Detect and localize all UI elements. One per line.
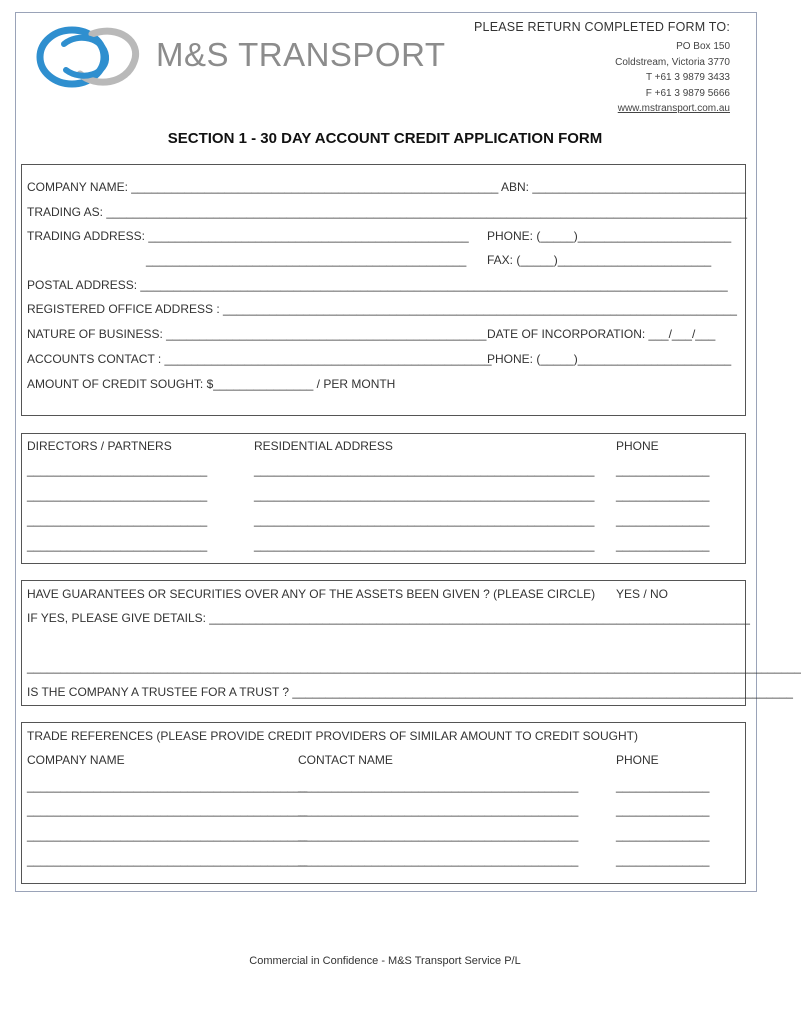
- guarantee-details-line[interactable]: ____________________________________________________________________________________________________________________: [27, 660, 801, 674]
- address-line: PO Box 150: [676, 41, 730, 52]
- director-phone-field[interactable]: ______________: [616, 488, 710, 502]
- phone-header: PHONE: [616, 439, 659, 453]
- reference-contact-field[interactable]: __________________________________________: [298, 853, 579, 867]
- guarantees-question: HAVE GUARANTEES OR SECURITIES OVER ANY OF THE ASSETS BEEN GIVEN ? (PLEASE CIRCLE): [27, 587, 596, 601]
- director-name-field[interactable]: ___________________________: [27, 463, 208, 477]
- return-title: PLEASE RETURN COMPLETED FORM TO:: [474, 20, 730, 34]
- director-name-field[interactable]: ___________________________: [27, 488, 208, 502]
- guarantees-section: [21, 580, 801, 706]
- yes-no-choice[interactable]: YES / NO: [616, 587, 669, 601]
- registered-office-field[interactable]: REGISTERED OFFICE ADDRESS : _____________________________________________________________________________: [27, 302, 737, 316]
- trade-references-section: [21, 722, 746, 884]
- website-link[interactable]: www.mstransport.com.au: [617, 103, 730, 114]
- accounts-phone-field[interactable]: PHONE: (_____)_______________________: [487, 352, 732, 366]
- directors-section: [21, 433, 746, 564]
- phone-line: T +61 3 9879 3433: [645, 72, 730, 83]
- credit-sought-field[interactable]: AMOUNT OF CREDIT SOUGHT: $_______________ / PER MONTH: [27, 377, 396, 391]
- reference-phone-field[interactable]: ______________: [616, 853, 710, 867]
- reference-company-field[interactable]: __________________________________________: [27, 803, 308, 817]
- logo-text: M&S TRANSPORT: [156, 36, 446, 73]
- trading-address-line-2[interactable]: ________________________________________________: [146, 253, 467, 267]
- reference-contact-field[interactable]: __________________________________________: [298, 803, 579, 817]
- director-address-field[interactable]: ___________________________________________________: [254, 463, 595, 477]
- reference-phone-field[interactable]: ______________: [616, 803, 710, 817]
- trustee-field[interactable]: IS THE COMPANY A TRUSTEE FOR A TRUST ? ___________________________________________________________________________: [27, 685, 793, 699]
- trading-as-field[interactable]: TRADING AS: ________________________________________________________________________________________________: [27, 205, 748, 219]
- trade-references-heading: TRADE REFERENCES (PLEASE PROVIDE CREDIT PROVIDERS OF SIMILAR AMOUNT TO CREDIT SOUGHT): [27, 729, 638, 743]
- reference-company-field[interactable]: __________________________________________: [27, 828, 308, 842]
- guarantee-details-field[interactable]: IF YES, PLEASE GIVE DETAILS: _________________________________________________________________________________: [27, 611, 750, 625]
- reference-company-field[interactable]: __________________________________________: [27, 779, 308, 793]
- reference-contact-field[interactable]: __________________________________________: [298, 828, 579, 842]
- director-name-field[interactable]: ___________________________: [27, 513, 208, 527]
- date-of-incorporation-field[interactable]: DATE OF INCORPORATION: ___/___/___: [487, 327, 716, 341]
- address-line: Coldstream, Victoria 3770: [615, 56, 730, 68]
- director-phone-field[interactable]: ______________: [616, 513, 710, 527]
- phone-field[interactable]: PHONE: (_____)_______________________: [487, 229, 732, 243]
- company-details-section: [21, 164, 746, 416]
- company-name-field[interactable]: COMPANY NAME: _______________________________________________________ ABN: ________________________________: [27, 180, 746, 194]
- accounts-contact-field[interactable]: ACCOUNTS CONTACT : _________________________________________________: [27, 352, 492, 366]
- director-phone-field[interactable]: ______________: [616, 538, 710, 552]
- director-address-field[interactable]: ___________________________________________________: [254, 488, 595, 502]
- form-title: SECTION 1 - 30 DAY ACCOUNT CREDIT APPLICATION FORM: [167, 130, 603, 147]
- reference-company-field[interactable]: __________________________________________: [27, 853, 308, 867]
- company-logo: [34, 22, 446, 92]
- reference-contact-field[interactable]: __________________________________________: [298, 779, 579, 793]
- footer-text: Commercial in Confidence - M&S Transport Service P/L: [249, 955, 521, 967]
- fax-line: F +61 3 9879 5666: [645, 87, 730, 99]
- company-name-header: COMPANY NAME: [27, 753, 125, 767]
- return-address-block: [474, 20, 730, 117]
- logo-mark-icon: [34, 22, 144, 92]
- residential-address-header: RESIDENTIAL ADDRESS: [254, 439, 393, 453]
- fax-field[interactable]: FAX: (_____)_______________________: [487, 253, 712, 267]
- trading-address-field[interactable]: TRADING ADDRESS: ________________________________________________: [27, 229, 469, 243]
- directors-header: DIRECTORS / PARTNERS: [27, 439, 172, 453]
- director-name-field[interactable]: ___________________________: [27, 538, 208, 552]
- reference-phone-field[interactable]: ______________: [616, 779, 710, 793]
- director-address-field[interactable]: ___________________________________________________: [254, 538, 595, 552]
- phone-header: PHONE: [616, 753, 659, 767]
- reference-phone-field[interactable]: ______________: [616, 828, 710, 842]
- contact-name-header: CONTACT NAME: [298, 753, 393, 767]
- director-phone-field[interactable]: ______________: [616, 463, 710, 477]
- nature-of-business-field[interactable]: NATURE OF BUSINESS: ________________________________________________: [27, 327, 487, 341]
- director-address-field[interactable]: ___________________________________________________: [254, 513, 595, 527]
- postal-address-field[interactable]: POSTAL ADDRESS: ________________________________________________________________________________________: [27, 278, 728, 292]
